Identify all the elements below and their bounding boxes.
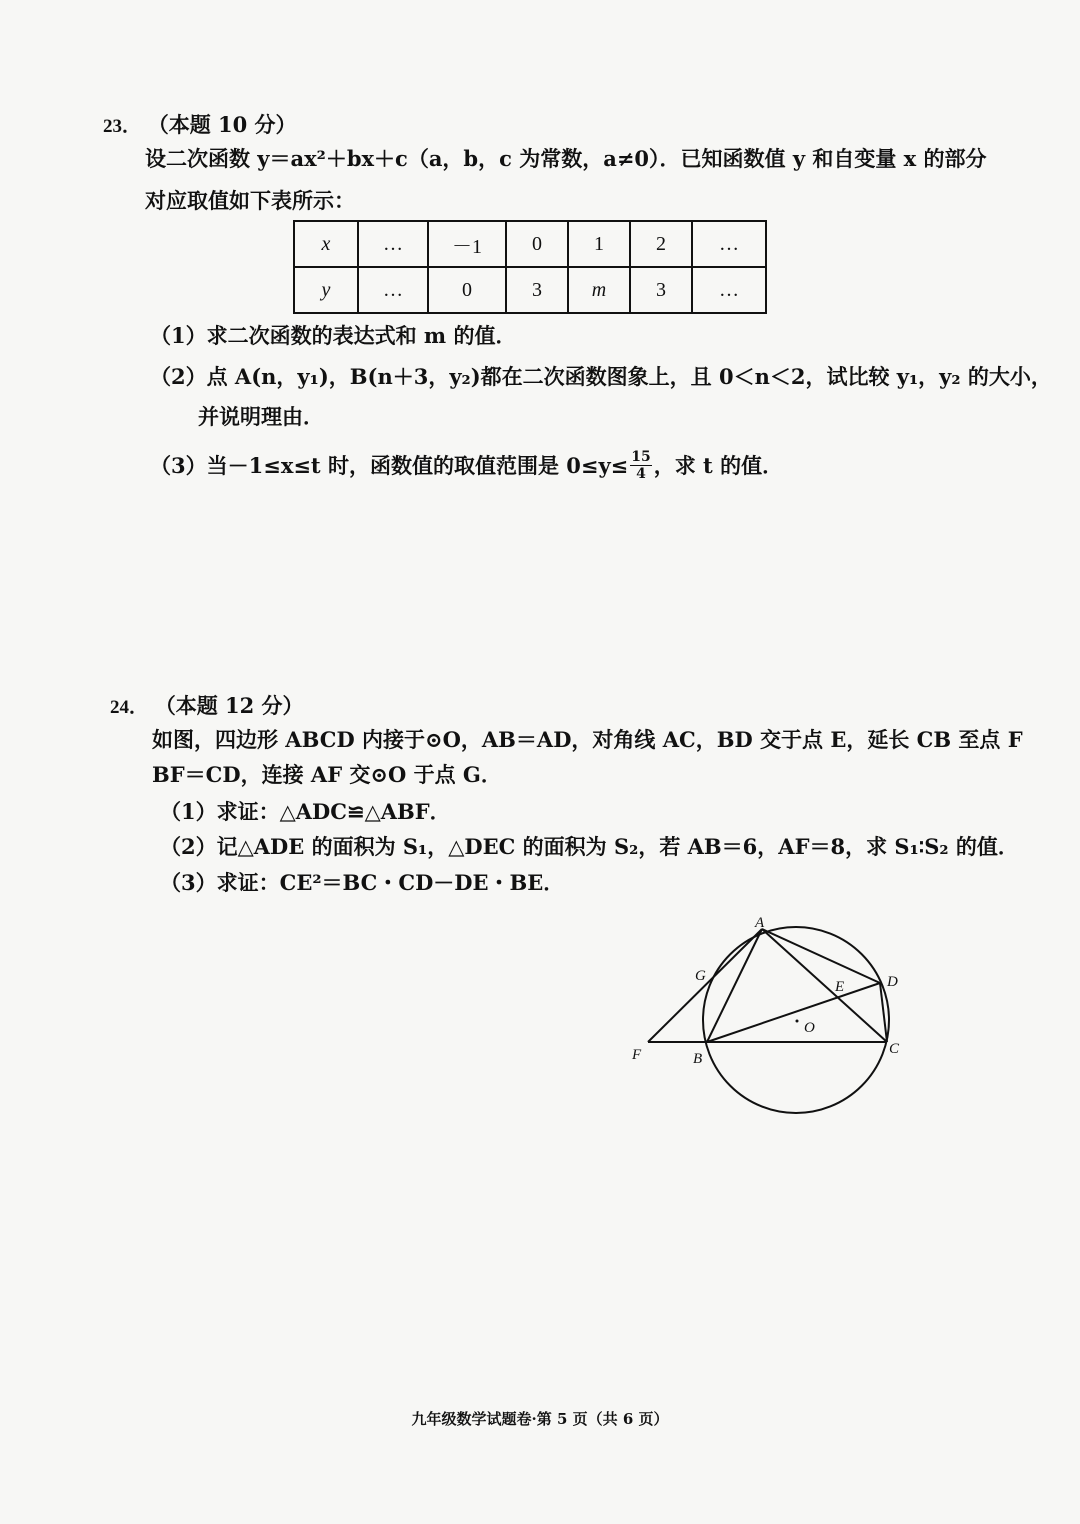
- q24-part2: （2）记△ADE 的面积为 S₁，△DEC 的面积为 S₂，若 AB＝6，AF＝8，求 S₁∶S₂ 的值．: [160, 834, 1019, 859]
- q24-part3: （3）求证：CE²＝BC・CD－DE・BE．: [160, 870, 565, 895]
- label-o: O: [804, 1020, 815, 1036]
- q24-stem-line1: 如图，四边形 ABCD 内接于⊙O，AB＝AD，对角线 AC，BD 交于点 E，延长 CB 至点 F: [152, 727, 1023, 752]
- table-cell: x: [294, 221, 358, 267]
- table-cell: m: [568, 267, 630, 313]
- table-cell: 3: [630, 267, 692, 313]
- fraction-numerator: 15: [631, 449, 651, 465]
- label-f: F: [632, 1047, 642, 1063]
- q23-number: 23．: [103, 116, 142, 137]
- label-d: D: [887, 974, 898, 990]
- table-cell: 0: [428, 267, 506, 313]
- label-g: G: [695, 968, 706, 984]
- table-cell: －1: [428, 221, 506, 267]
- table-cell: 1: [568, 221, 630, 267]
- q23-stem-line2: 对应取值如下表所示：: [145, 188, 355, 213]
- q23-header: [103, 111, 297, 141]
- table-cell: …: [358, 267, 428, 313]
- q24-number: 24．: [110, 697, 149, 718]
- table-cell: 3: [506, 267, 568, 313]
- center-dot: [796, 1020, 799, 1023]
- table-cell: y: [294, 267, 358, 313]
- q23-value-table: [293, 220, 767, 314]
- q23-part3: [150, 449, 783, 482]
- table-cell: …: [358, 221, 428, 267]
- table-row: [294, 267, 766, 313]
- q24-part1: （1）求证：△ADC≌△ABF．: [160, 799, 451, 824]
- label-e: E: [835, 979, 845, 995]
- q23-part3-suffix: ，求 t 的值．: [653, 452, 784, 478]
- q23-part3-prefix: （3）当－1≤x≤t 时，函数值的取值范围是 0≤y≤: [150, 452, 629, 478]
- label-c: C: [889, 1041, 900, 1057]
- fraction: [630, 449, 651, 482]
- q23-stem-line1: 设二次函数 y＝ax²＋bx＋c（a，b，c 为常数，a≠0）．已知函数值 y 和自变量 x 的部分: [145, 146, 987, 171]
- page-footer: 九年级数学试题卷·第 5 页（共 6 页）: [411, 1410, 669, 1428]
- segment-dc: [880, 983, 887, 1042]
- q24-stem-line2: BF＝CD，连接 AF 交⊙O 于点 G．: [152, 762, 502, 787]
- label-b: B: [693, 1051, 703, 1067]
- table-cell: 2: [630, 221, 692, 267]
- q23-part2-line1: （2）点 A(n，y₁)，B(n＋3，y₂)都在二次函数图象上，且 0＜n＜2，试比较 y₁，y₂ 的大小，: [150, 364, 1052, 389]
- q24-header: [110, 692, 304, 722]
- q23-part1: （1）求二次函数的表达式和 m 的值．: [150, 323, 517, 348]
- label-a: A: [755, 915, 765, 931]
- segment-ac: [762, 929, 887, 1042]
- segment-fa: [648, 929, 762, 1042]
- q24-geometry-figure: [620, 905, 920, 1120]
- q23-part2-line2: 并说明理由．: [198, 404, 324, 429]
- q23-score: （本题 10 分）: [147, 112, 297, 137]
- fraction-denominator: 4: [636, 466, 646, 482]
- q24-score: （本题 12 分）: [154, 693, 304, 718]
- table-cell: …: [692, 221, 766, 267]
- table-cell: 0: [506, 221, 568, 267]
- table-cell: …: [692, 267, 766, 313]
- table-row: [294, 221, 766, 267]
